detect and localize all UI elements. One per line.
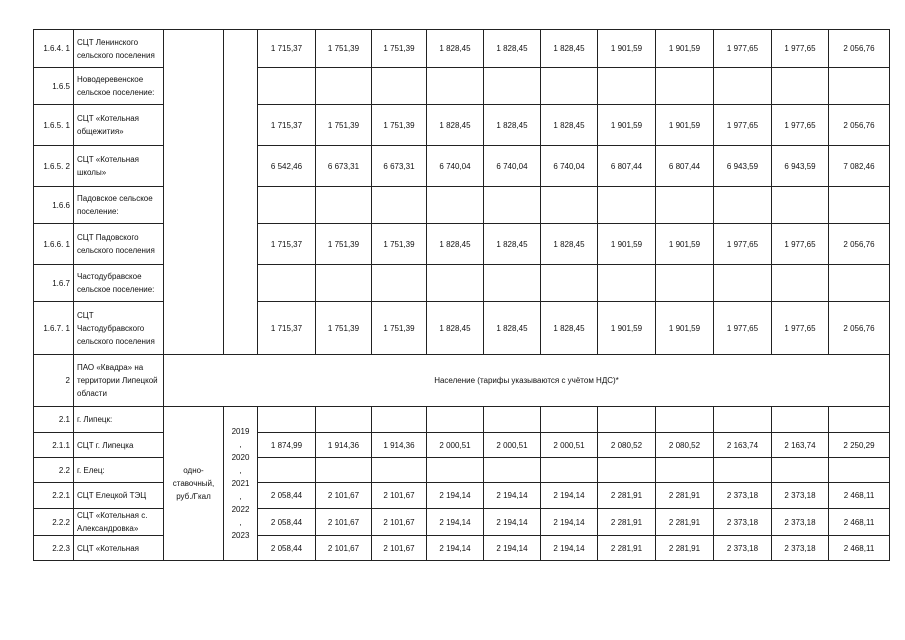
tariff-value: 1 828,45 [484, 302, 541, 355]
row-code: 2.1 [34, 407, 74, 433]
row-name: г. Елец: [74, 458, 164, 483]
tariff-value: 1 828,45 [484, 105, 541, 146]
year-label: , [239, 492, 242, 501]
row-code: 1.6.7. 1 [34, 302, 74, 355]
tariff-value: 1 901,59 [656, 105, 714, 146]
tariff-value [772, 265, 829, 302]
tariff-value: 2 101,67 [372, 509, 427, 536]
tariff-value [829, 407, 890, 433]
tariff-value: 2 281,91 [656, 483, 714, 509]
tariff-value: 2 281,91 [598, 536, 656, 561]
tariff-value: 2 373,18 [714, 483, 772, 509]
tariff-value [714, 187, 772, 224]
row-code: 1.6.5. 2 [34, 146, 74, 187]
tariff-value: 1 901,59 [598, 30, 656, 68]
tariff-value: 1 977,65 [714, 302, 772, 355]
tariff-value: 6 943,59 [714, 146, 772, 187]
tariff-value: 2 101,67 [316, 483, 372, 509]
tariff-value: 2 194,14 [541, 536, 598, 561]
tariff-value: 2 101,67 [372, 536, 427, 561]
tariff-value [372, 265, 427, 302]
tariff-value: 2 373,18 [714, 536, 772, 561]
tariff-value: 1 977,65 [714, 224, 772, 265]
tariff-value: 2 101,67 [316, 509, 372, 536]
tariff-value: 1 828,45 [541, 30, 598, 68]
row-name: СЦТ Частодубравского сельского поселения [74, 302, 164, 355]
tariff-value: 1 914,36 [372, 433, 427, 458]
tariff-value [258, 187, 316, 224]
table-row [34, 146, 890, 187]
tariff-value [772, 458, 829, 483]
tariff-value: 2 080,52 [598, 433, 656, 458]
tariff-value [714, 265, 772, 302]
tariff-value: 1 751,39 [316, 30, 372, 68]
tariff-value [829, 458, 890, 483]
row-code: 2.2 [34, 458, 74, 483]
tariff-value: 1 828,45 [484, 224, 541, 265]
tariff-value: 2 250,29 [829, 433, 890, 458]
unit-cell-top [164, 30, 224, 355]
table-row [34, 224, 890, 265]
tariff-value [316, 68, 372, 105]
tariff-value: 1 977,65 [714, 30, 772, 68]
tariff-value: 1 828,45 [427, 302, 484, 355]
tariff-value [316, 265, 372, 302]
tariff-value [427, 187, 484, 224]
tariff-value: 2 194,14 [484, 483, 541, 509]
tariff-table [33, 29, 890, 561]
tariff-value: 1 751,39 [372, 30, 427, 68]
tariff-value: 2 194,14 [427, 509, 484, 536]
tariff-value [656, 265, 714, 302]
tariff-value [541, 407, 598, 433]
tariff-value: 6 673,31 [316, 146, 372, 187]
tariff-value [316, 407, 372, 433]
row-code: 2.2.3 [34, 536, 74, 561]
tariff-value: 6 542,46 [258, 146, 316, 187]
row-name: СЦТ Елецкой ТЭЦ [74, 483, 164, 509]
year-label: , [239, 518, 242, 527]
tariff-value [598, 265, 656, 302]
tariff-value: 2 281,91 [656, 509, 714, 536]
tariff-value: 2 058,44 [258, 536, 316, 561]
population-banner: Население (тарифы указываются с учётом НДС)* [164, 355, 890, 407]
tariff-value [427, 458, 484, 483]
tariff-value: 2 281,91 [598, 483, 656, 509]
tariff-value: 2 056,76 [829, 302, 890, 355]
row-name: СЦТ г. Липецка [74, 433, 164, 458]
tariff-value: 1 751,39 [372, 302, 427, 355]
tariff-value: 2 194,14 [484, 536, 541, 561]
tariff-value: 2 000,51 [541, 433, 598, 458]
row-name: СЦТ «Котельная с. Александровка» [74, 509, 164, 536]
tariff-value [829, 265, 890, 302]
tariff-value: 2 468,11 [829, 509, 890, 536]
tariff-value: 1 874,99 [258, 433, 316, 458]
tariff-value [772, 187, 829, 224]
year-label: , [239, 466, 242, 475]
tariff-value: 1 977,65 [772, 302, 829, 355]
tariff-value [829, 187, 890, 224]
tariff-value: 1 715,37 [258, 105, 316, 146]
tariff-value [372, 68, 427, 105]
tariff-value [316, 187, 372, 224]
tariff-value: 2 056,76 [829, 224, 890, 265]
tariff-value [772, 407, 829, 433]
row-code: 1.6.6 [34, 187, 74, 224]
tariff-value: 2 000,51 [484, 433, 541, 458]
tariff-value: 2 281,91 [656, 536, 714, 561]
tariff-value [656, 187, 714, 224]
table-row [34, 187, 890, 224]
tariff-value: 1 751,39 [316, 302, 372, 355]
years-cell [224, 407, 258, 561]
tariff-value: 1 901,59 [656, 30, 714, 68]
tariff-value [598, 407, 656, 433]
tariff-value [258, 458, 316, 483]
tariff-value [258, 68, 316, 105]
table-row [34, 407, 890, 433]
tariff-value [772, 68, 829, 105]
tariff-value: 6 673,31 [372, 146, 427, 187]
tariff-value: 2 468,11 [829, 536, 890, 561]
tariff-value: 2 163,74 [772, 433, 829, 458]
row-name: ПАО «Квадра» на территории Липецкой области [74, 355, 164, 407]
row-name: СЦТ Ленинского сельского поселения [74, 30, 164, 68]
tariff-value: 6 740,04 [541, 146, 598, 187]
row-code: 1.6.4. 1 [34, 30, 74, 68]
tariff-value [656, 407, 714, 433]
tariff-value: 6 807,44 [598, 146, 656, 187]
tariff-value: 1 901,59 [656, 224, 714, 265]
table-row [34, 458, 890, 483]
unit-cell: одно-ставочный, руб./Гкал [164, 407, 224, 561]
year-label: 2021 [231, 479, 250, 488]
tariff-value: 2 373,18 [714, 509, 772, 536]
tariff-value: 2 468,11 [829, 483, 890, 509]
year-label: , [239, 440, 242, 449]
year-label: 2019 [231, 427, 250, 436]
tariff-value: 1 751,39 [316, 224, 372, 265]
tariff-value [258, 265, 316, 302]
tariff-value: 1 751,39 [372, 224, 427, 265]
tariff-value [427, 265, 484, 302]
tariff-value [541, 265, 598, 302]
tariff-value: 2 080,52 [656, 433, 714, 458]
row-name: СЦТ «Котельная школы» [74, 146, 164, 187]
tariff-value: 1 715,37 [258, 30, 316, 68]
tariff-value: 7 082,46 [829, 146, 890, 187]
row-code: 1.6.5. 1 [34, 105, 74, 146]
table-row [34, 536, 890, 561]
tariff-value: 1 977,65 [772, 224, 829, 265]
tariff-value [316, 458, 372, 483]
tariff-value: 1 751,39 [316, 105, 372, 146]
tariff-value [372, 187, 427, 224]
tariff-value: 1 828,45 [427, 224, 484, 265]
tariff-value: 2 000,51 [427, 433, 484, 458]
table-row [34, 509, 890, 536]
row-code: 1.6.7 [34, 265, 74, 302]
table-row [34, 483, 890, 509]
tariff-value: 1 828,45 [541, 302, 598, 355]
tariff-value: 1 901,59 [598, 224, 656, 265]
tariff-value [484, 68, 541, 105]
tariff-value: 1 828,45 [484, 30, 541, 68]
tariff-value: 1 828,45 [541, 105, 598, 146]
year-label: 2022 [231, 505, 250, 514]
tariff-value: 2 194,14 [541, 509, 598, 536]
tariff-value [829, 68, 890, 105]
tariff-value: 1 914,36 [316, 433, 372, 458]
row-name: СЦТ «Котельная [74, 536, 164, 561]
tariff-value [484, 407, 541, 433]
tariff-value [598, 187, 656, 224]
tariff-value [427, 68, 484, 105]
tariff-value [541, 458, 598, 483]
year-label: 2020 [231, 453, 250, 462]
years-cell-top [224, 30, 258, 355]
tariff-value: 1 977,65 [772, 30, 829, 68]
tariff-value [541, 68, 598, 105]
tariff-value: 2 056,76 [829, 105, 890, 146]
tariff-value: 2 281,91 [598, 509, 656, 536]
tariff-table-body [34, 30, 890, 561]
row-name: г. Липецк: [74, 407, 164, 433]
tariff-value: 2 101,67 [316, 536, 372, 561]
tariff-value: 2 058,44 [258, 509, 316, 536]
row-code: 2.2.2 [34, 509, 74, 536]
tariff-value: 2 058,44 [258, 483, 316, 509]
tariff-value [598, 68, 656, 105]
tariff-value [427, 407, 484, 433]
tariff-value: 1 715,37 [258, 224, 316, 265]
table-row [34, 355, 890, 407]
tariff-value: 6 807,44 [656, 146, 714, 187]
tariff-value: 1 901,59 [656, 302, 714, 355]
tariff-value [258, 407, 316, 433]
tariff-value [656, 68, 714, 105]
table-row [34, 105, 890, 146]
row-name: Частодубравское сельское поселение: [74, 265, 164, 302]
tariff-value: 2 163,74 [714, 433, 772, 458]
tariff-value: 1 751,39 [372, 105, 427, 146]
table-row [34, 68, 890, 105]
row-name: СЦТ Падовского сельского поселения [74, 224, 164, 265]
tariff-value [484, 187, 541, 224]
tariff-value [714, 407, 772, 433]
row-code: 2.1.1 [34, 433, 74, 458]
tariff-value: 6 943,59 [772, 146, 829, 187]
tariff-value: 2 056,76 [829, 30, 890, 68]
tariff-value: 6 740,04 [427, 146, 484, 187]
tariff-value: 2 194,14 [541, 483, 598, 509]
tariff-value: 2 194,14 [427, 483, 484, 509]
tariff-value: 2 373,18 [772, 509, 829, 536]
row-name: Новодеревенское сельское поселение: [74, 68, 164, 105]
tariff-value: 6 740,04 [484, 146, 541, 187]
tariff-value: 2 101,67 [372, 483, 427, 509]
tariff-value: 2 194,14 [484, 509, 541, 536]
table-row [34, 265, 890, 302]
tariff-value: 2 194,14 [427, 536, 484, 561]
tariff-value [714, 458, 772, 483]
tariff-value [541, 187, 598, 224]
row-name: Падовское сельское поселение: [74, 187, 164, 224]
tariff-value [372, 458, 427, 483]
row-code: 2 [34, 355, 74, 407]
row-name: СЦТ «Котельная общежития» [74, 105, 164, 146]
tariff-value [484, 265, 541, 302]
tariff-value: 1 977,65 [772, 105, 829, 146]
tariff-value: 1 828,45 [427, 105, 484, 146]
table-row [34, 302, 890, 355]
tariff-value: 1 901,59 [598, 105, 656, 146]
tariff-value: 2 373,18 [772, 536, 829, 561]
tariff-value: 1 828,45 [427, 30, 484, 68]
tariff-value: 1 977,65 [714, 105, 772, 146]
year-label: 2023 [231, 531, 250, 540]
tariff-value: 1 715,37 [258, 302, 316, 355]
tariff-value [484, 458, 541, 483]
row-code: 1.6.5 [34, 68, 74, 105]
tariff-value [598, 458, 656, 483]
row-code: 1.6.6. 1 [34, 224, 74, 265]
table-row [34, 433, 890, 458]
tariff-value: 1 901,59 [598, 302, 656, 355]
tariff-value: 2 373,18 [772, 483, 829, 509]
tariff-value [656, 458, 714, 483]
row-code: 2.2.1 [34, 483, 74, 509]
tariff-value [714, 68, 772, 105]
tariff-value [372, 407, 427, 433]
tariff-value: 1 828,45 [541, 224, 598, 265]
table-row [34, 30, 890, 68]
